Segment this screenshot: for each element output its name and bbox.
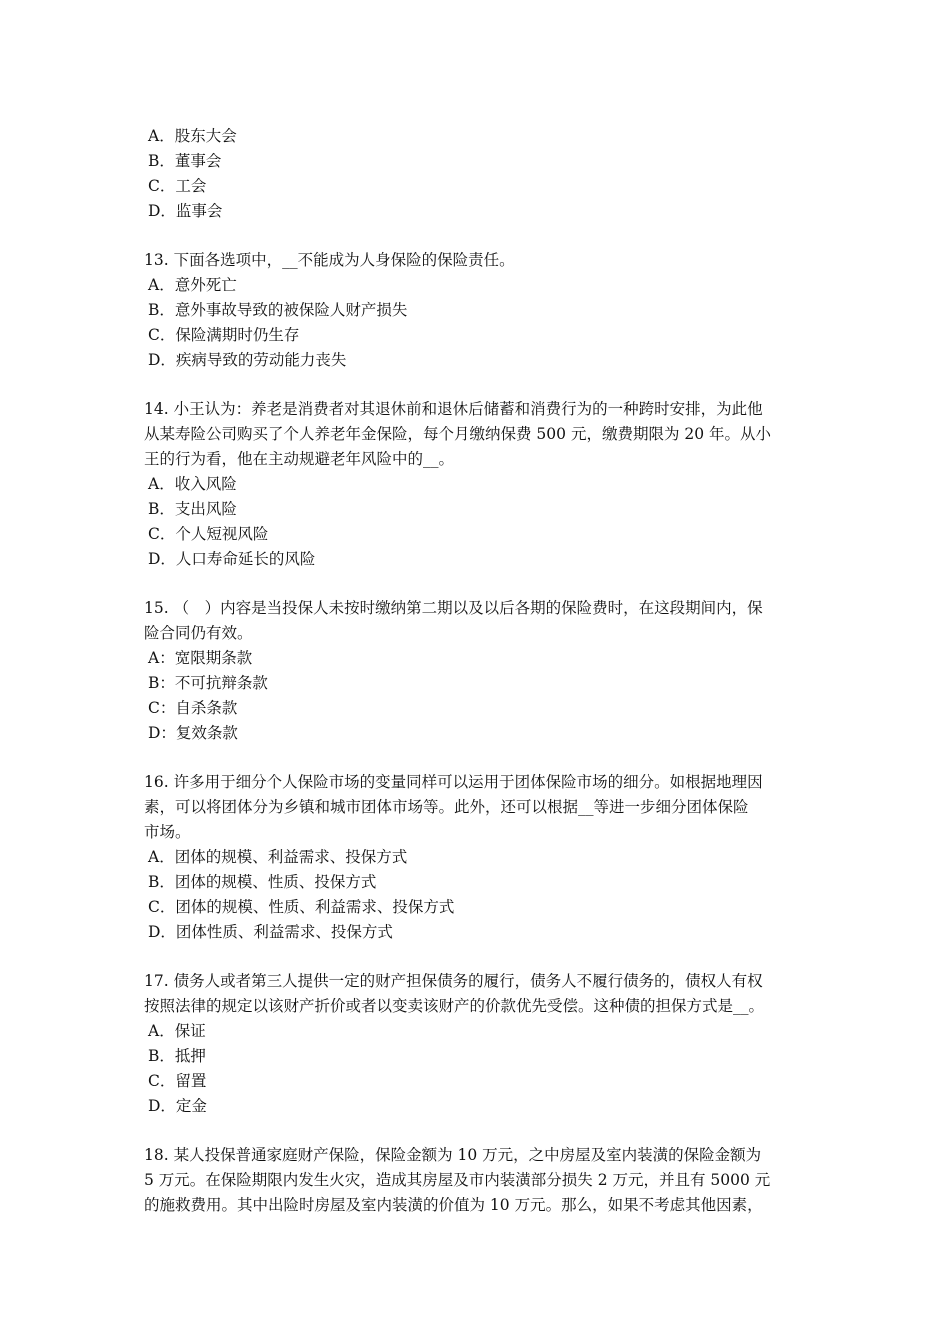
q15-stem-line-1: 15. （ ）内容是当投保人未按时缴纳第二期以及以后各期的保险费时，在这段期间内，保 bbox=[144, 599, 763, 617]
q16-stem-line-3: 市场。 bbox=[144, 823, 191, 841]
q13-option-c: C．保险满期时仍生存 bbox=[148, 326, 300, 344]
q14-option-a: A．收入风险 bbox=[148, 475, 237, 493]
q15-stem-line-2: 险合同仍有效。 bbox=[144, 624, 253, 642]
q14-option-d: D．人口寿命延长的风险 bbox=[148, 550, 316, 568]
q15-option-b: B：不可抗辩条款 bbox=[148, 674, 268, 692]
question-17 bbox=[144, 969, 812, 1119]
q17-stem-line-2: 按照法律的规定以该财产折价或者以变卖该财产的价款优先受偿。这种债的担保方式是__。 bbox=[144, 997, 765, 1015]
q12-option-d: D．监事会 bbox=[148, 202, 223, 220]
q16-stem-line-2: 素，可以将团体分为乡镇和城市团体市场等。此外，还可以根据__等进一步细分团体保险 bbox=[144, 798, 749, 816]
q14-stem-line-3: 王的行为看，他在主动规避老年风险中的__。 bbox=[144, 450, 455, 468]
question-13 bbox=[144, 248, 812, 373]
q13-option-d: D．疾病导致的劳动能力丧失 bbox=[148, 351, 347, 369]
q13-stem: 13. 下面各选项中，__不能成为人身保险的保险责任。 bbox=[144, 251, 515, 269]
question-12 bbox=[144, 124, 812, 224]
document-page bbox=[144, 124, 812, 1218]
q16-option-b: B．团体的规模、性质、投保方式 bbox=[148, 873, 377, 891]
q18-stem-line-1: 18. 某人投保普通家庭财产保险，保险金额为 10 万元，之中房屋及室内装潢的保险金额为 bbox=[144, 1146, 762, 1164]
question-15 bbox=[144, 596, 812, 746]
q16-option-a: A．团体的规模、利益需求、投保方式 bbox=[148, 848, 408, 866]
q16-stem-line-1: 16. 许多用于细分个人保险市场的变量同样可以运用于团体保险市场的细分。如根据地理因 bbox=[144, 773, 763, 791]
q18-stem-line-3: 的施救费用。其中出险时房屋及室内装潢的价值为 10 万元。那么，如果不考虑其他因素， bbox=[144, 1196, 763, 1214]
q13-option-b: B．意外事故导致的被保险人财产损失 bbox=[148, 301, 408, 319]
q14-stem-line-2: 从某寿险公司购买了个人养老年金保险，每个月缴纳保费 500 元，缴费期限为 20 年。从小 bbox=[144, 425, 772, 443]
q14-stem-line-1: 14. 小王认为：养老是消费者对其退休前和退休后储蓄和消费行为的一种跨时安排，为此他 bbox=[144, 400, 763, 418]
q15-option-a: A：宽限期条款 bbox=[148, 649, 253, 667]
q17-option-b: B．抵押 bbox=[148, 1047, 206, 1065]
q17-option-a: A．保证 bbox=[148, 1022, 206, 1040]
question-16 bbox=[144, 770, 812, 945]
q17-stem-line-1: 17. 债务人或者第三人提供一定的财产担保债务的履行，债务人不履行债务的，债权人有权 bbox=[144, 972, 763, 990]
q12-option-c: C．工会 bbox=[148, 177, 207, 195]
q18-stem-line-2: 5 万元。在保险期限内发生火灾，造成其房屋及市内装潢部分损失 2 万元，并且有 5000 元 bbox=[144, 1171, 771, 1189]
q13-option-a: A．意外死亡 bbox=[148, 276, 237, 294]
q14-option-b: B．支出风险 bbox=[148, 500, 237, 518]
question-18 bbox=[144, 1143, 812, 1218]
q16-option-c: C．团体的规模、性质、利益需求、投保方式 bbox=[148, 898, 455, 916]
q16-option-d: D．团体性质、利益需求、投保方式 bbox=[148, 923, 393, 941]
question-14 bbox=[144, 397, 812, 572]
q15-option-c: C：自杀条款 bbox=[148, 699, 238, 717]
q14-option-c: C．个人短视风险 bbox=[148, 525, 269, 543]
q15-option-d: D：复效条款 bbox=[148, 724, 238, 742]
q12-option-b: B．董事会 bbox=[148, 152, 222, 170]
q17-option-c: C．留置 bbox=[148, 1072, 207, 1090]
q17-option-d: D．定金 bbox=[148, 1097, 207, 1115]
q12-option-a: A．股东大会 bbox=[148, 127, 237, 145]
